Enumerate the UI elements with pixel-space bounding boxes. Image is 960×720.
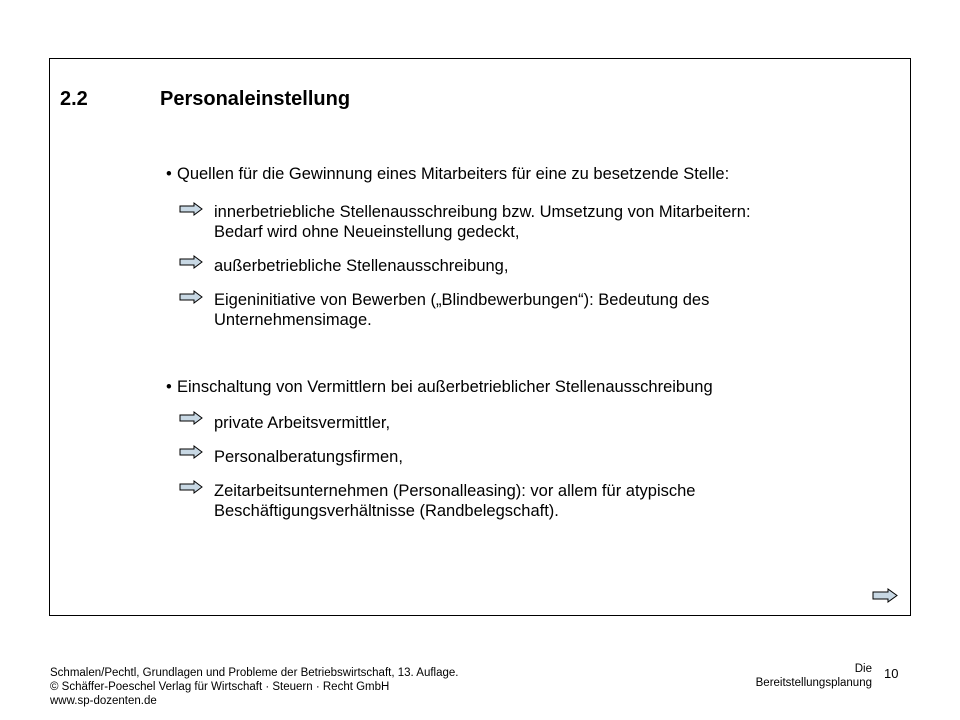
list-item-line: Zeitarbeitsunternehmen (Personalleasing): vor allem für atypische (214, 482, 696, 500)
arrow-right-icon (179, 290, 203, 304)
next-slide-arrow-icon[interactable] (872, 588, 898, 603)
bullet-intermediaries (166, 378, 713, 397)
arrow-right-icon (179, 411, 203, 425)
list-item (214, 413, 390, 433)
bullet-sources (166, 165, 729, 184)
section-number: 2.2 (60, 88, 88, 110)
footer-source (50, 666, 458, 708)
bullet-text: Quellen für die Gewinnung eines Mitarbeiters für eine zu besetzende Stelle: (177, 165, 730, 183)
arrow-right-icon (179, 202, 203, 216)
slide-frame (49, 58, 911, 616)
bullet-text: Einschaltung von Vermittlern bei außerbetrieblicher Stellenausschreibung (177, 378, 713, 396)
list-item-line: Eigeninitiative von Bewerben („Blindbewerbungen“): Bedeutung des (214, 291, 710, 309)
page-number: 10 (884, 666, 899, 681)
chapter-title: Bereitstellungsplanung (755, 677, 872, 689)
arrow-right-icon (179, 480, 203, 494)
list-item-line: innerbetriebliche Stellenausschreibung bzw. Umsetzung von Mitarbeitern: (214, 203, 751, 221)
section-title: Personaleinstellung (160, 88, 351, 110)
footer-citation: Schmalen/Pechtl, Grundlagen und Probleme der Betriebswirtschaft, 13. Auflage. (50, 667, 459, 679)
list-item (214, 202, 751, 242)
footer-chapter (756, 662, 872, 690)
footer-copyright: © Schäffer-Poeschel Verlag für Wirtschaft · Steuern · Recht GmbH (50, 681, 390, 693)
list-item (214, 481, 695, 521)
list-item-line: Bedarf wird ohne Neueinstellung gedeckt, (214, 223, 520, 241)
list-item-line: Personalberatungsfirmen, (214, 448, 403, 466)
list-item (214, 256, 508, 276)
list-item-line: außerbetriebliche Stellenausschreibung, (214, 257, 509, 275)
footer-website[interactable]: www.sp-dozenten.de (50, 695, 157, 707)
list-item (214, 290, 709, 330)
bullet-dot: • (166, 165, 172, 183)
chapter-label: Die (854, 663, 872, 675)
list-item-line: Unternehmensimage. (214, 311, 372, 329)
list-item (214, 447, 403, 467)
arrow-right-icon (179, 445, 203, 459)
list-item-line: private Arbeitsvermittler, (214, 414, 391, 432)
bullet-dot: • (166, 378, 172, 396)
list-item-line: Beschäftigungsverhältnisse (Randbelegschaft). (214, 502, 559, 520)
arrow-right-icon (179, 255, 203, 269)
